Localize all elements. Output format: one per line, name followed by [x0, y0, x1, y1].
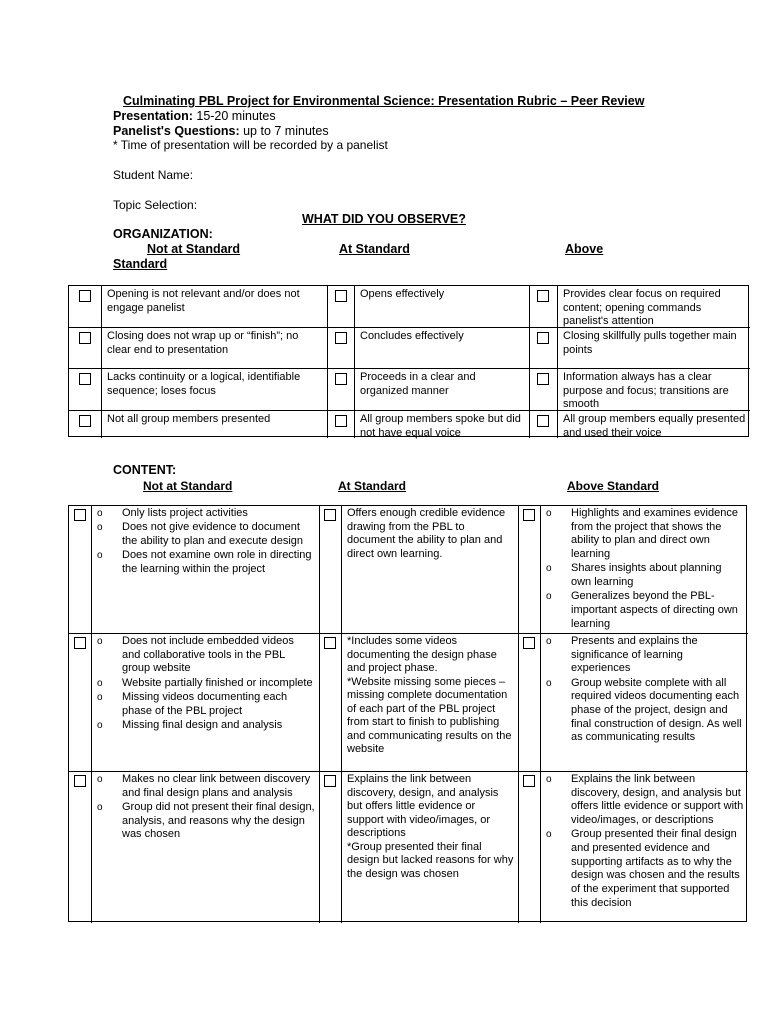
column-divider [540, 634, 541, 771]
org-at-text: Concludes effectively [360, 330, 464, 342]
bullet-marker: o [97, 550, 103, 562]
content-at-checkbox[interactable] [324, 509, 336, 521]
bullet-text: Presents and explains the significance of learning experiences [571, 635, 698, 675]
column-divider [341, 634, 342, 771]
org-at-text: All group members spoke but did not have equal voice [360, 413, 521, 439]
bullet-text: Makes no clear link between discovery and final design plans and analysis [122, 773, 311, 799]
bullet-item [546, 828, 744, 910]
column-divider [101, 286, 102, 327]
bullet-item [97, 801, 315, 842]
bullet-text: Group presented their final design and presented evidence and supporting artifacts as to why the design was chosen and the results of the experiment that supported this decision [571, 828, 740, 909]
presentation-value: 15-20 minutes [192, 109, 276, 123]
org-at-checkbox[interactable] [335, 373, 347, 385]
column-divider [319, 634, 320, 771]
column-divider [354, 369, 355, 410]
org-at-text: Proceeds in a clear and organized manner [360, 371, 476, 397]
bullet-item [546, 590, 744, 631]
bullet-text: Group website complete with all required videos documenting each phase of the project, design and final construction of design. As well as communicating results [571, 676, 742, 744]
bullet-item [546, 677, 744, 746]
bullet-marker: o [546, 563, 552, 575]
org-above-text: Closing skillfully pulls together main points [563, 330, 737, 356]
bullet-marker: o [546, 829, 552, 841]
org-col-above-standard-wrap: Standard [113, 257, 168, 271]
content-not-bullet-list [97, 773, 315, 843]
bullet-text: Highlights and examines evidence from the project that shows the ability to plan and direct own learning [571, 507, 738, 561]
content-not-bullet-list [97, 635, 315, 733]
column-divider [354, 411, 355, 438]
content-col-not-at-standard: Not at Standard [143, 479, 233, 493]
questions-label: Panelist's Questions: [113, 124, 240, 138]
bullet-item [546, 773, 744, 828]
content-above-bullet-list [546, 773, 744, 911]
org-at-text: Opens effectively [360, 288, 445, 300]
bullet-item [97, 773, 315, 800]
content-heading: CONTENT: [113, 463, 177, 477]
bullet-item [97, 691, 315, 718]
bullet-marker: o [97, 508, 103, 519]
org-not-checkbox[interactable] [79, 373, 91, 385]
organization-table [68, 285, 749, 437]
bullet-text: Does not include embedded videos and collaborative tools in the PBL group website [122, 635, 294, 675]
org-table-row [69, 368, 750, 410]
content-col-above-standard: Above Standard [567, 479, 660, 493]
org-col-not-at-standard: Not at Standard [147, 242, 241, 256]
column-divider [101, 411, 102, 438]
org-not-checkbox[interactable] [79, 290, 91, 302]
presentation-label: Presentation: [113, 109, 193, 123]
column-divider [518, 634, 519, 771]
column-divider [529, 369, 530, 410]
column-divider [557, 411, 558, 438]
bullet-item [97, 677, 315, 691]
column-divider [341, 506, 342, 633]
bullet-marker: o [546, 636, 552, 647]
content-table-row [69, 771, 748, 923]
column-divider [327, 328, 328, 368]
content-table [68, 505, 747, 922]
org-above-text: Provides clear focus on required content; opening commands panelist's attention [563, 288, 721, 327]
content-at-checkbox[interactable] [324, 637, 336, 649]
column-divider [319, 772, 320, 923]
column-divider [327, 411, 328, 438]
topic-selection-label: Topic Selection: [113, 198, 198, 212]
org-at-checkbox[interactable] [335, 290, 347, 302]
bullet-marker: o [97, 801, 103, 813]
column-divider [91, 506, 92, 633]
org-at-checkbox[interactable] [335, 332, 347, 344]
content-at-text: *Includes some videos documenting the design phase and project phase. *Website missing some pieces – missing complete documentation of each part of the PBL project from start to finish to publishing and communicating results on the website [347, 635, 512, 755]
bullet-item [97, 719, 315, 733]
org-not-text: Closing does not wrap up or “finish”; no clear end to presentation [107, 330, 299, 356]
column-divider [518, 506, 519, 633]
column-divider [518, 772, 519, 923]
bullet-item [546, 507, 744, 562]
content-above-checkbox[interactable] [523, 509, 535, 521]
column-divider [327, 369, 328, 410]
column-divider [557, 286, 558, 327]
observe-heading: WHAT DID YOU OBSERVE? [302, 212, 466, 226]
column-divider [529, 286, 530, 327]
bullet-marker: o [546, 774, 552, 785]
org-above-text: Information always has a clear purpose and focus; transitions are smooth [563, 371, 729, 410]
org-table-row [69, 286, 750, 327]
bullet-text: Website partially finished or incomplete [122, 676, 313, 689]
content-not-bullet-list [97, 507, 315, 577]
content-at-checkbox[interactable] [324, 775, 336, 787]
bullet-item [546, 635, 744, 676]
column-divider [557, 328, 558, 368]
column-divider [91, 772, 92, 923]
bullet-marker: o [546, 677, 552, 689]
content-not-checkbox[interactable] [74, 637, 86, 649]
bullet-text: Missing videos documenting each phase of the PBL project [122, 690, 288, 717]
content-at-text: Offers enough credible evidence drawing from the PBL to document the ability to plan and direct own learning. [347, 507, 506, 560]
bullet-text: Does not examine own role in directing the learning within the project [122, 549, 312, 575]
org-table-row [69, 327, 750, 368]
org-at-checkbox[interactable] [335, 415, 347, 427]
content-above-bullet-list [546, 507, 744, 632]
content-col-at-standard: At Standard [338, 479, 407, 493]
questions-line [113, 124, 329, 138]
student-name-label: Student Name: [113, 168, 194, 182]
column-divider [354, 286, 355, 327]
organization-heading: ORGANIZATION: [113, 227, 213, 241]
bullet-text: Missing final design and analysis [122, 718, 283, 731]
org-not-text: Lacks continuity or a logical, identifiable sequence; loses focus [107, 371, 301, 397]
org-above-checkbox[interactable] [537, 373, 549, 385]
org-above-checkbox[interactable] [537, 332, 549, 344]
content-table-row [69, 506, 748, 633]
org-above-checkbox[interactable] [537, 415, 549, 427]
org-not-text: Opening is not relevant and/or does not engage panelist [107, 288, 300, 314]
org-not-text: Not all group members presented [107, 413, 271, 425]
bullet-marker: o [97, 774, 103, 785]
org-above-checkbox[interactable] [537, 290, 549, 302]
document-title: Culminating PBL Project for Environmental Science: Presentation Rubric – Peer Review [123, 94, 645, 108]
content-above-checkbox[interactable] [523, 637, 535, 649]
column-divider [540, 506, 541, 633]
bullet-text: Group did not present their final design, analysis, and reasons why the design was chosen [122, 800, 315, 841]
column-divider [557, 369, 558, 410]
content-at-text: Explains the link between discovery, design, and analysis but offers little evidence or support with video/images, or descriptions *Group presented their final design but lacked reasons for why the design was chosen [347, 773, 514, 880]
content-table-row [69, 633, 748, 771]
column-divider [529, 328, 530, 368]
column-divider [101, 369, 102, 410]
bullet-item [97, 549, 315, 576]
column-divider [319, 506, 320, 633]
content-above-checkbox[interactable] [523, 775, 535, 787]
bullet-marker: o [546, 508, 552, 519]
org-table-row [69, 410, 750, 438]
column-divider [327, 286, 328, 327]
column-divider [341, 772, 342, 923]
bullet-item [97, 521, 315, 548]
org-not-checkbox[interactable] [79, 415, 91, 427]
column-divider [540, 772, 541, 923]
bullet-marker: o [97, 719, 103, 731]
bullet-marker: o [97, 636, 103, 647]
content-not-checkbox[interactable] [74, 509, 86, 521]
org-col-above-standard: Above [565, 242, 604, 256]
bullet-item [97, 507, 315, 521]
bullet-text: Generalizes beyond the PBL- important aspects of directing own learning [571, 590, 738, 630]
column-divider [101, 328, 102, 368]
bullet-text: Shares insights about planning own learning [571, 562, 722, 589]
bullet-item [546, 562, 744, 589]
org-above-text: All group members equally presented and used their voice [563, 413, 746, 439]
bullet-marker: o [546, 591, 552, 603]
column-divider [91, 634, 92, 771]
column-divider [354, 328, 355, 368]
column-divider [529, 411, 530, 438]
content-above-bullet-list [546, 635, 744, 746]
bullet-marker: o [97, 522, 103, 534]
questions-value: up to 7 minutes [239, 124, 329, 138]
org-col-at-standard: At Standard [339, 242, 410, 256]
presentation-line [113, 109, 276, 123]
bullet-marker: o [97, 677, 103, 689]
bullet-text: Explains the link between discovery, design, and analysis but offers little evidence or support with video/images, or descriptions [571, 773, 744, 827]
org-not-checkbox[interactable] [79, 332, 91, 344]
recording-note: * Time of presentation will be recorded by a panelist [113, 138, 388, 152]
bullet-item [97, 635, 315, 676]
bullet-marker: o [97, 691, 103, 703]
content-not-checkbox[interactable] [74, 775, 86, 787]
bullet-text: Only lists project activities [122, 507, 248, 519]
bullet-text: Does not give evidence to document the ability to plan and execute design [122, 521, 304, 547]
